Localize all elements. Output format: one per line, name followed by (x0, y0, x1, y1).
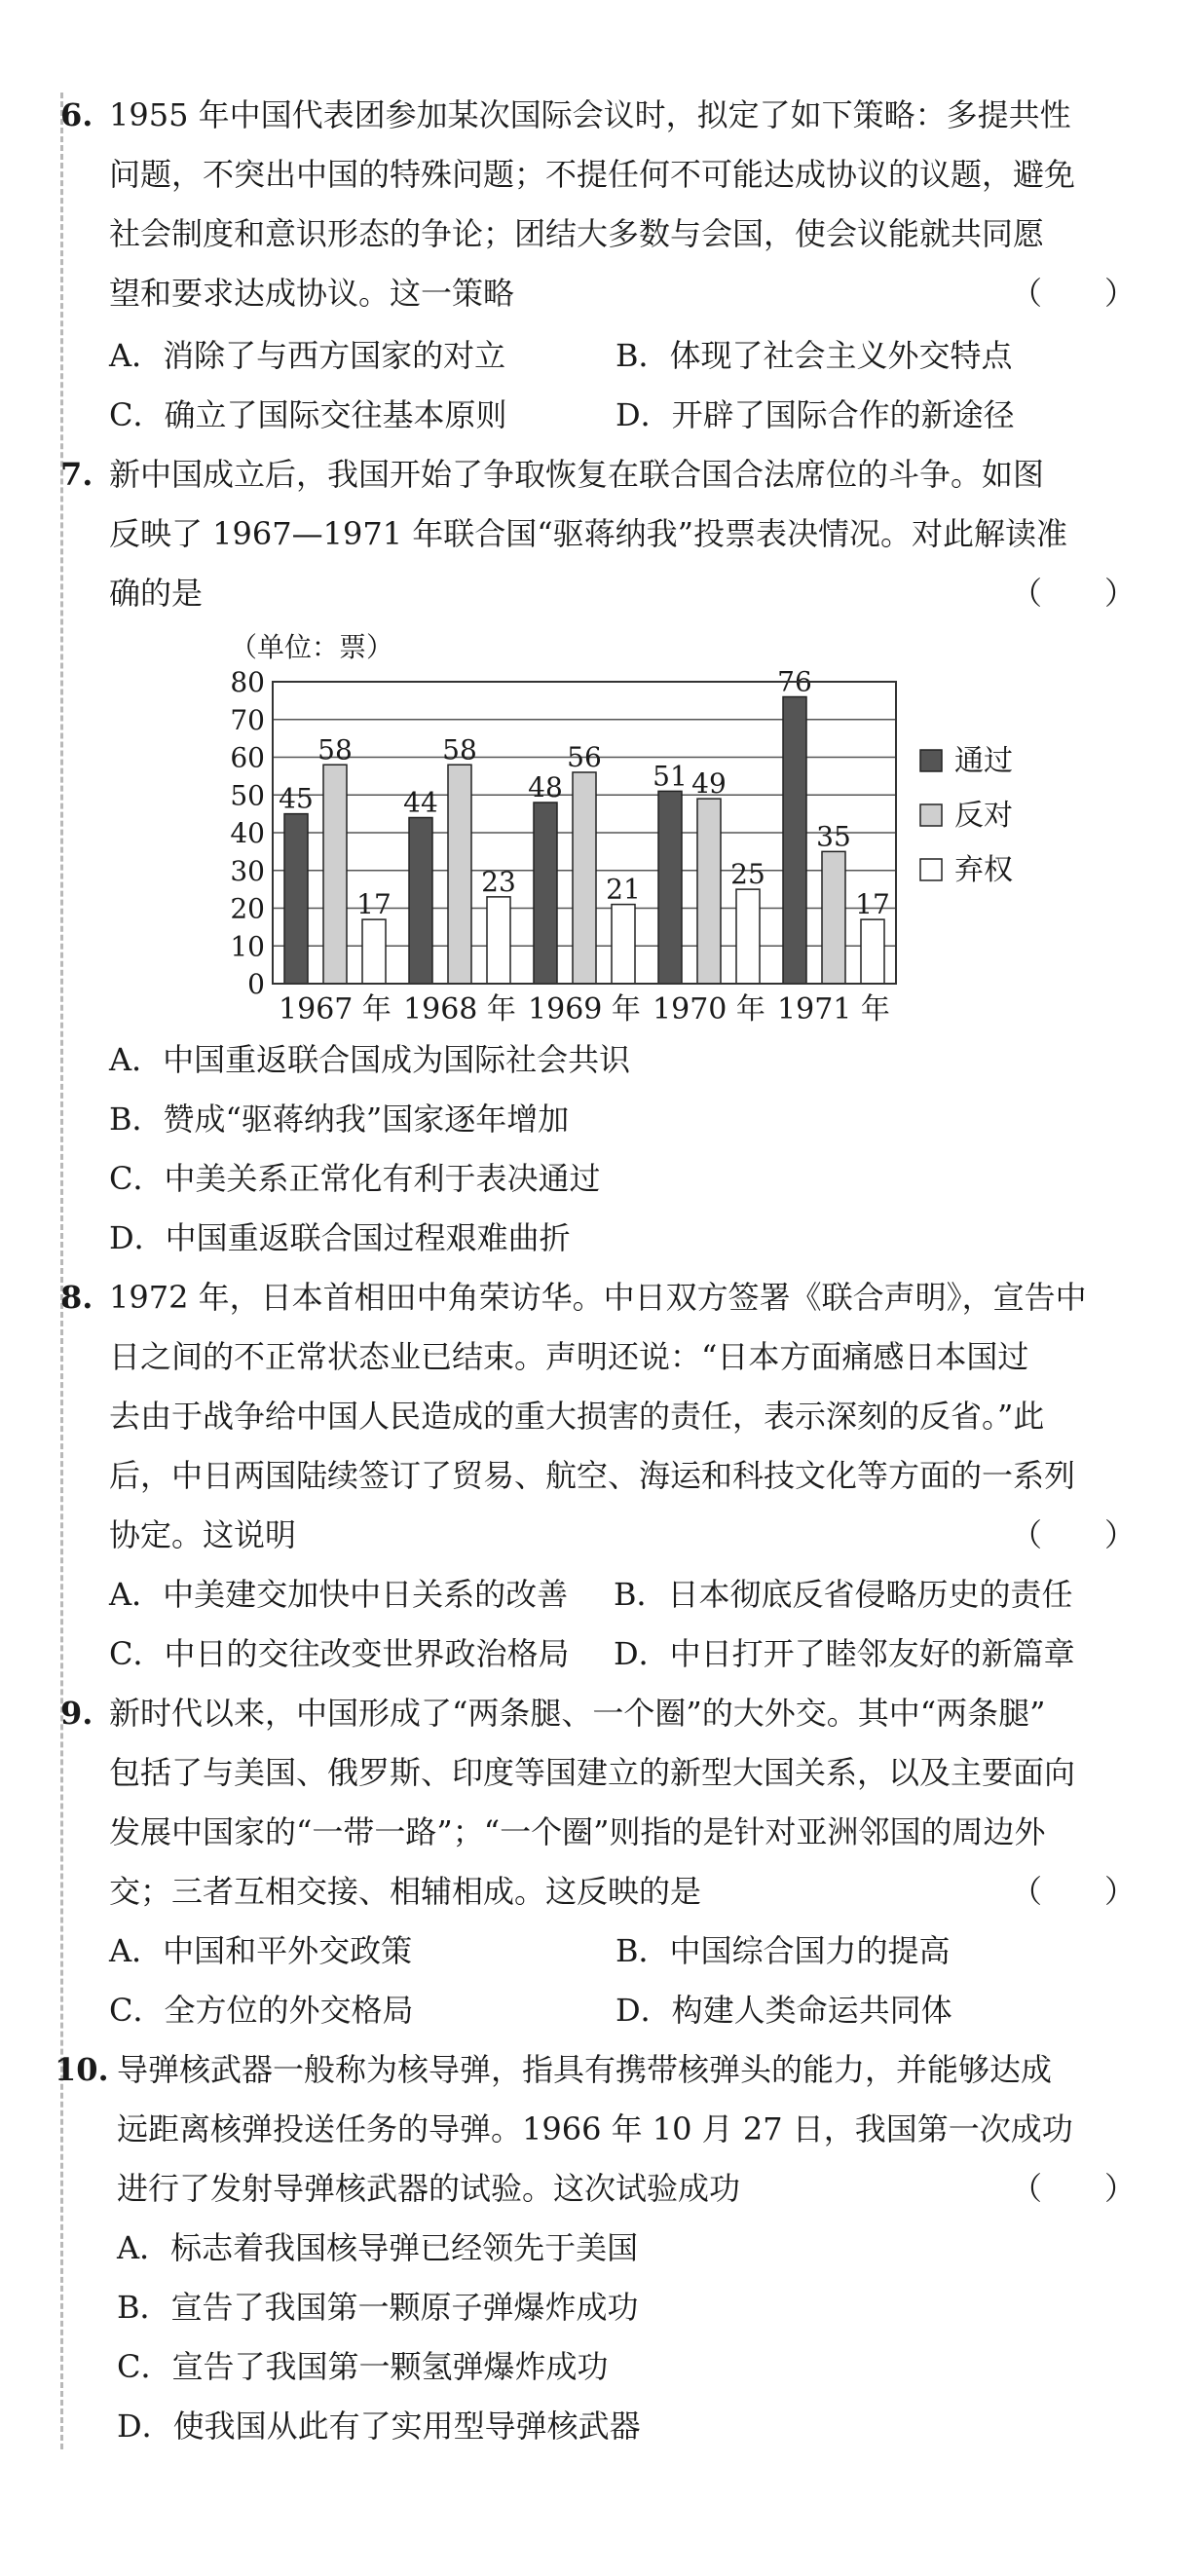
question-7 (60, 445, 1136, 623)
question-number: 6. (60, 96, 93, 133)
data-label: 21 (606, 873, 641, 906)
bar (822, 851, 845, 984)
bar (448, 765, 471, 984)
data-label: 25 (730, 858, 765, 891)
y-tick-label: 70 (230, 703, 265, 736)
question-text-line: 望和要求达成协议。这一策略 (109, 275, 515, 312)
legend-label: 弃权 (954, 853, 1013, 887)
question-text-line: 新中国成立后，我国开始了争取恢复在联合国合法席位的斗争。如图 (109, 456, 1045, 493)
option-a: A．标志着我国核导弹已经领先于美国 (117, 2229, 639, 2266)
y-tick-label: 80 (230, 666, 265, 698)
bar (409, 818, 432, 985)
bar (783, 697, 806, 985)
bar (362, 919, 386, 984)
option-c: C．确立了国际交往基本原则 (109, 396, 507, 433)
bar (697, 799, 721, 984)
question-text-line: 确的是 (109, 575, 204, 612)
question-number: 8. (60, 1279, 93, 1316)
vote-bar-chart (195, 623, 1032, 1032)
data-label: 76 (777, 665, 812, 698)
legend-swatch (920, 859, 942, 880)
option-d: D．中日打开了睦邻友好的新篇章 (614, 1635, 1075, 1672)
option-c: C．中美关系正常化有利于表决通过 (109, 1160, 601, 1197)
option-b: B．宣告了我国第一颗原子弹爆炸成功 (117, 2289, 639, 2326)
data-label: 17 (356, 888, 392, 921)
legend-label: 反对 (954, 799, 1013, 833)
option-b: B．中国综合国力的提高 (616, 1932, 951, 1969)
question-9 (60, 1684, 1136, 1922)
question-text-line: 1955 年中国代表团参加某次国际会议时，拟定了如下策略：多提共性 (109, 96, 1071, 133)
question-text-line: 1972 年，日本首相田中角荣访华。中日双方签署《联合声明》，宣告中 (109, 1279, 1087, 1316)
data-label: 23 (481, 865, 516, 898)
option-b: B．日本彻底反省侵略历史的责任 (614, 1576, 1073, 1613)
bar (861, 919, 884, 984)
legend-swatch (920, 750, 942, 771)
option-d: D．中国重返联合国过程艰难曲折 (109, 1219, 571, 1256)
question-text-line: 新时代以来，中国形成了“两条腿、一个圈”的大外交。其中“两条腿” (109, 1695, 1046, 1732)
x-tick-label: 1969 年 (528, 992, 641, 1027)
option-d: D．构建人类命运共同体 (616, 1992, 952, 2029)
y-tick-label: 0 (247, 968, 265, 1000)
y-tick-label: 20 (230, 892, 265, 925)
data-label: 56 (567, 741, 602, 773)
bar (323, 765, 347, 984)
bar (612, 905, 635, 984)
option-b: B．赞成“驱蒋纳我”国家逐年增加 (109, 1101, 570, 1138)
question-6 (60, 86, 1136, 323)
chart-svg (195, 623, 1032, 1032)
question-text-line: 导弹核武器一般称为核导弹，指具有携带核弹头的能力，并能够达成 (117, 2051, 1053, 2088)
question-text-line: 远距离核弹投送任务的导弹。1966 年 10 月 27 日，我国第一次成功 (117, 2110, 1073, 2147)
data-label: 58 (442, 733, 477, 766)
answer-blank: （ ） (1010, 1873, 1136, 1910)
answer-blank: （ ） (1010, 275, 1136, 312)
answer-blank: （ ） (1010, 1516, 1136, 1553)
x-tick-label: 1971 年 (777, 992, 890, 1027)
bar (487, 897, 510, 984)
question-number: 9. (60, 1695, 93, 1732)
option-d: D．使我国从此有了实用型导弹核武器 (117, 2408, 641, 2445)
answer-blank: （ ） (1010, 2170, 1136, 2207)
data-label: 49 (691, 767, 727, 801)
option-a: A．中国重返联合国成为国际社会共识 (109, 1041, 631, 1078)
legend-swatch (920, 804, 942, 826)
option-a: A．中国和平外交政策 (109, 1932, 413, 1969)
y-tick-label: 10 (230, 930, 265, 963)
option-a: A．中美建交加快中日关系的改善 (109, 1576, 569, 1613)
option-c: C．宣告了我国第一颗氢弹爆炸成功 (117, 2348, 609, 2385)
question-text-line: 日之间的不正常状态业已结束。声明还说：“日本方面痛感日本国过 (109, 1338, 1029, 1375)
option-c: C．全方位的外交格局 (109, 1992, 414, 2029)
y-tick-label: 60 (230, 741, 265, 774)
y-tick-label: 30 (230, 854, 265, 887)
data-label: 17 (855, 888, 890, 921)
question-number: 10. (55, 2051, 109, 2088)
question-text-line: 去由于战争给中国人民造成的重大损害的责任，表示深刻的反省。”此 (109, 1398, 1045, 1435)
x-tick-label: 1968 年 (403, 992, 516, 1027)
question-text-line: 交；三者互相交接、相辅相成。这反映的是 (109, 1873, 702, 1910)
question-text-line: 后，中日两国陆续签订了贸易、航空、海运和科技文化等方面的一系列 (109, 1457, 1076, 1494)
bar (534, 803, 557, 984)
question-10 (55, 2040, 1136, 2219)
chart-unit-label: （单位：票） (230, 631, 394, 663)
question-text-line: 进行了发射导弹核武器的试验。这次试验成功 (117, 2170, 741, 2207)
option-c: C．中日的交往改变世界政治格局 (109, 1635, 570, 1672)
question-text-line: 反映了 1967—1971 年联合国“驱蒋纳我”投票表决情况。对此解读准 (109, 515, 1067, 552)
bar (736, 889, 760, 984)
x-tick-label: 1967 年 (279, 992, 392, 1027)
option-a: A．消除了与西方国家的对立 (109, 337, 506, 374)
question-text-line: 包括了与美国、俄罗斯、印度等国建立的新型大国关系，以及主要面向 (109, 1754, 1076, 1791)
question-text-line: 发展中国家的“一带一路”；“一个圈”则指的是针对亚洲邻国的周边外 (109, 1813, 1046, 1850)
data-label: 51 (653, 760, 688, 793)
bar (658, 791, 682, 984)
x-tick-label: 1970 年 (653, 992, 765, 1027)
question-number: 7. (60, 456, 93, 493)
y-tick-label: 50 (230, 779, 265, 812)
question-8 (60, 1268, 1136, 1565)
legend-label: 通过 (954, 744, 1013, 778)
question-text-line: 问题，不突出中国的特殊问题；不提任何不可能达成协议的议题，避免 (109, 156, 1076, 193)
option-d: D．开辟了国际合作的新途径 (616, 396, 1015, 433)
data-label: 44 (403, 786, 438, 819)
data-label: 48 (528, 771, 563, 803)
y-tick-label: 40 (230, 817, 265, 849)
question-text-line: 社会制度和意识形态的争论；团结大多数与会国，使会议能就共同愿 (109, 215, 1045, 252)
data-label: 35 (816, 820, 851, 853)
bar (284, 814, 308, 984)
bar (573, 772, 596, 984)
answer-blank: （ ） (1010, 575, 1136, 612)
data-label: 58 (317, 733, 353, 766)
data-label: 45 (279, 782, 314, 815)
question-text-line: 协定。这说明 (109, 1516, 297, 1553)
option-b: B．体现了社会主义外交特点 (616, 337, 1013, 374)
